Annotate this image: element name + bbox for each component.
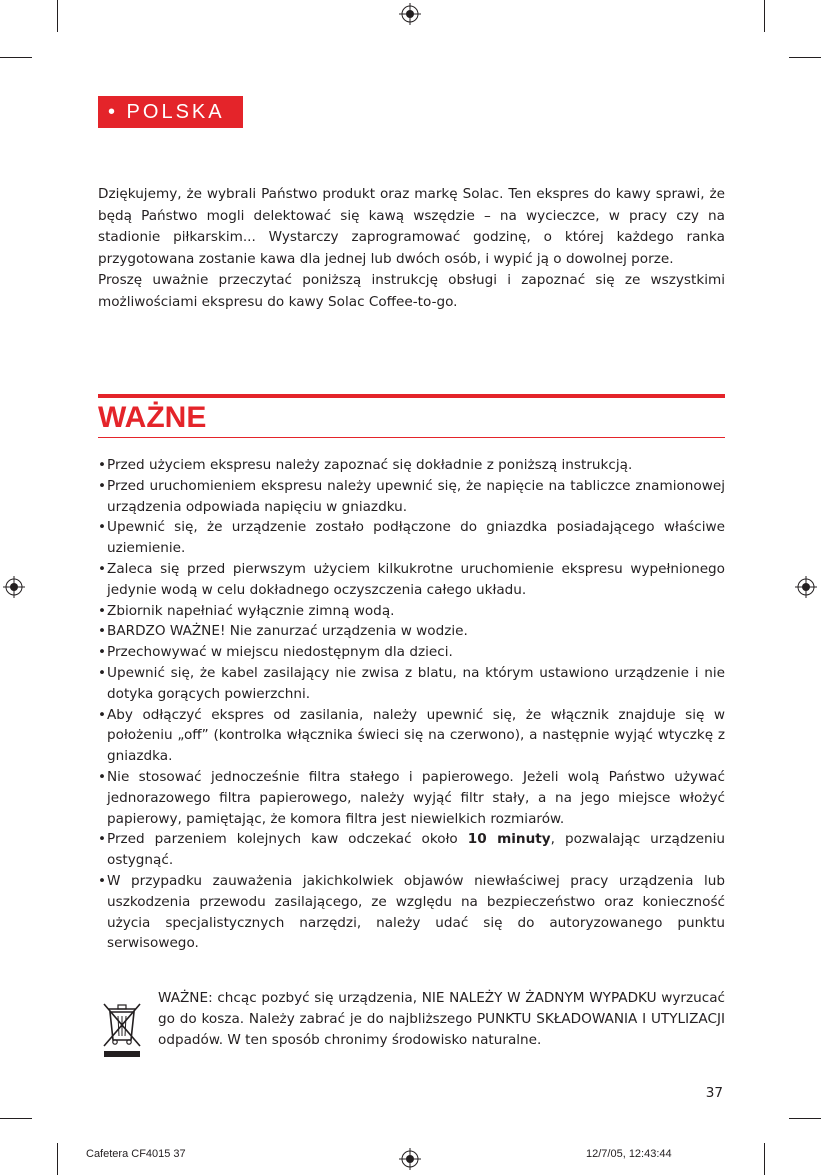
list-item: • Zbiornik napełniać wyłącznie zimną wodą. [98,601,725,622]
crop-mark [764,0,765,32]
crop-mark [0,57,32,58]
crossed-out-wheelie-bin-icon [100,1000,144,1060]
crop-mark [57,0,58,32]
section-rule-thin [98,437,725,438]
print-slug-left: Cafetera CF4015 37 [86,1148,186,1160]
crop-mark [0,1118,32,1119]
wait-text-before: Przed parzeniem kolejnych kaw odczekać około [107,831,468,848]
wait-time-bold: 10 minuty [467,831,551,848]
disposal-notice: WAŻNE: chcąc pozbyć się urządzenia, NIE NALEŻY W ŻADNYM WYPADKU wyrzucać go do kosza. Należy zabrać je do najbliższego PUNKTU SKŁADOWANIA I UTYLIZACJI odpadów. W ten sposób chronimy środowisko naturalne. [158,990,725,1048]
crop-mark [57,1143,58,1175]
list-item: • Aby odłączyć ekspres od zasilania, należy upewnić się, że włącznik znajduje się w położeniu „off” (kontrolka włącznika świeci się na czerwono), a następnie wyjąć wtyczkę z gniazdka. [98,705,725,767]
print-slug-right: 12/7/05, 12:43:44 [586,1148,672,1160]
registration-mark-icon [399,3,421,25]
registration-mark-icon [399,1148,421,1170]
list-item [98,829,725,871]
section-rule-thick [98,394,725,398]
list-item: • Zaleca się przed pierwszym użyciem kilkukrotne uruchomienie ekspresu wypełnionego jedynie wodą w celu dokładnego oczyszczenia całego układu. [98,559,725,601]
safety-instructions-list [98,455,725,954]
crop-mark [789,1118,821,1119]
list-item: • Przed uruchomieniem ekspresu należy upewnić się, że napięcie na tabliczce znamionowej urządzenia odpowiada napięciu w gniazdku. [98,476,725,518]
crop-mark [789,57,821,58]
crop-mark [764,1143,765,1175]
language-section-tag: • POLSKA [98,96,243,128]
list-item: • Upewnić się, że urządzenie zostało podłączone do gniazdka posiadającego właściwe uziemienie. [98,517,725,559]
list-item: • Przechowywać w miejscu niedostępnym dla dzieci. [98,642,725,663]
intro-text [98,184,725,313]
list-item: • Upewnić się, że kabel zasilający nie zwisa z blatu, na którym ustawiono urządzenie i nie dotyka gorących powierzchni. [98,663,725,705]
page-number: 37 [705,1085,723,1101]
registration-mark-icon [795,576,817,598]
list-item: • Nie stosować jednocześnie filtra stałego i papierowego. Jeżeli wolą Państwo używać jednorazowego filtra papierowego, należy wyjąć filtr stały, a na jego miejsce włożyć papierowy, pamiętając, że komora filtra jest niewielkich rozmiarów. [98,767,725,829]
list-item: • BARDZO WAŻNE! Nie zanurzać urządzenia w wodzie. [98,621,725,642]
registration-mark-icon [3,576,25,598]
list-item: • W przypadku zauważenia jakichkolwiek objawów niewłaściwej pracy urządzenia lub uszkodzenia przewodu zasilającego, ze względu na bezpieczeństwo oraz konieczność użycia specjalistycznych narzędzi, należy udać się do autoryzowanego punktu serwisowego. [98,871,725,954]
list-item: • Przed użyciem ekspresu należy zapoznać się dokładnie z poniższą instrukcją. [98,455,725,476]
wait-text-after: , pozwalając urządzeniu ostygnąć. [107,831,725,869]
section-heading: WAŻNE [98,401,207,434]
intro-paragraph: Proszę uważnie przeczytać poniższą instrukcję obsługi i zapoznać się ze wszystkimi możliwościami ekspresu do kawy Solac Coffee-to-go. [98,272,725,310]
intro-paragraph: Dziękujemy, że wybrali Państwo produkt oraz markę Solac. Ten ekspres do kawy sprawi, że będą Państwo mogli delektować się kawą wszędzie – na wycieczce, w pracy czy na stadionie piłkarskim... Wystarczy zaprogramować godzinę, o której każdego ranka przygotowana zostanie kawa dla jednej lub dwóch osób, i wypić ją o dowolnej porze. [98,186,725,267]
